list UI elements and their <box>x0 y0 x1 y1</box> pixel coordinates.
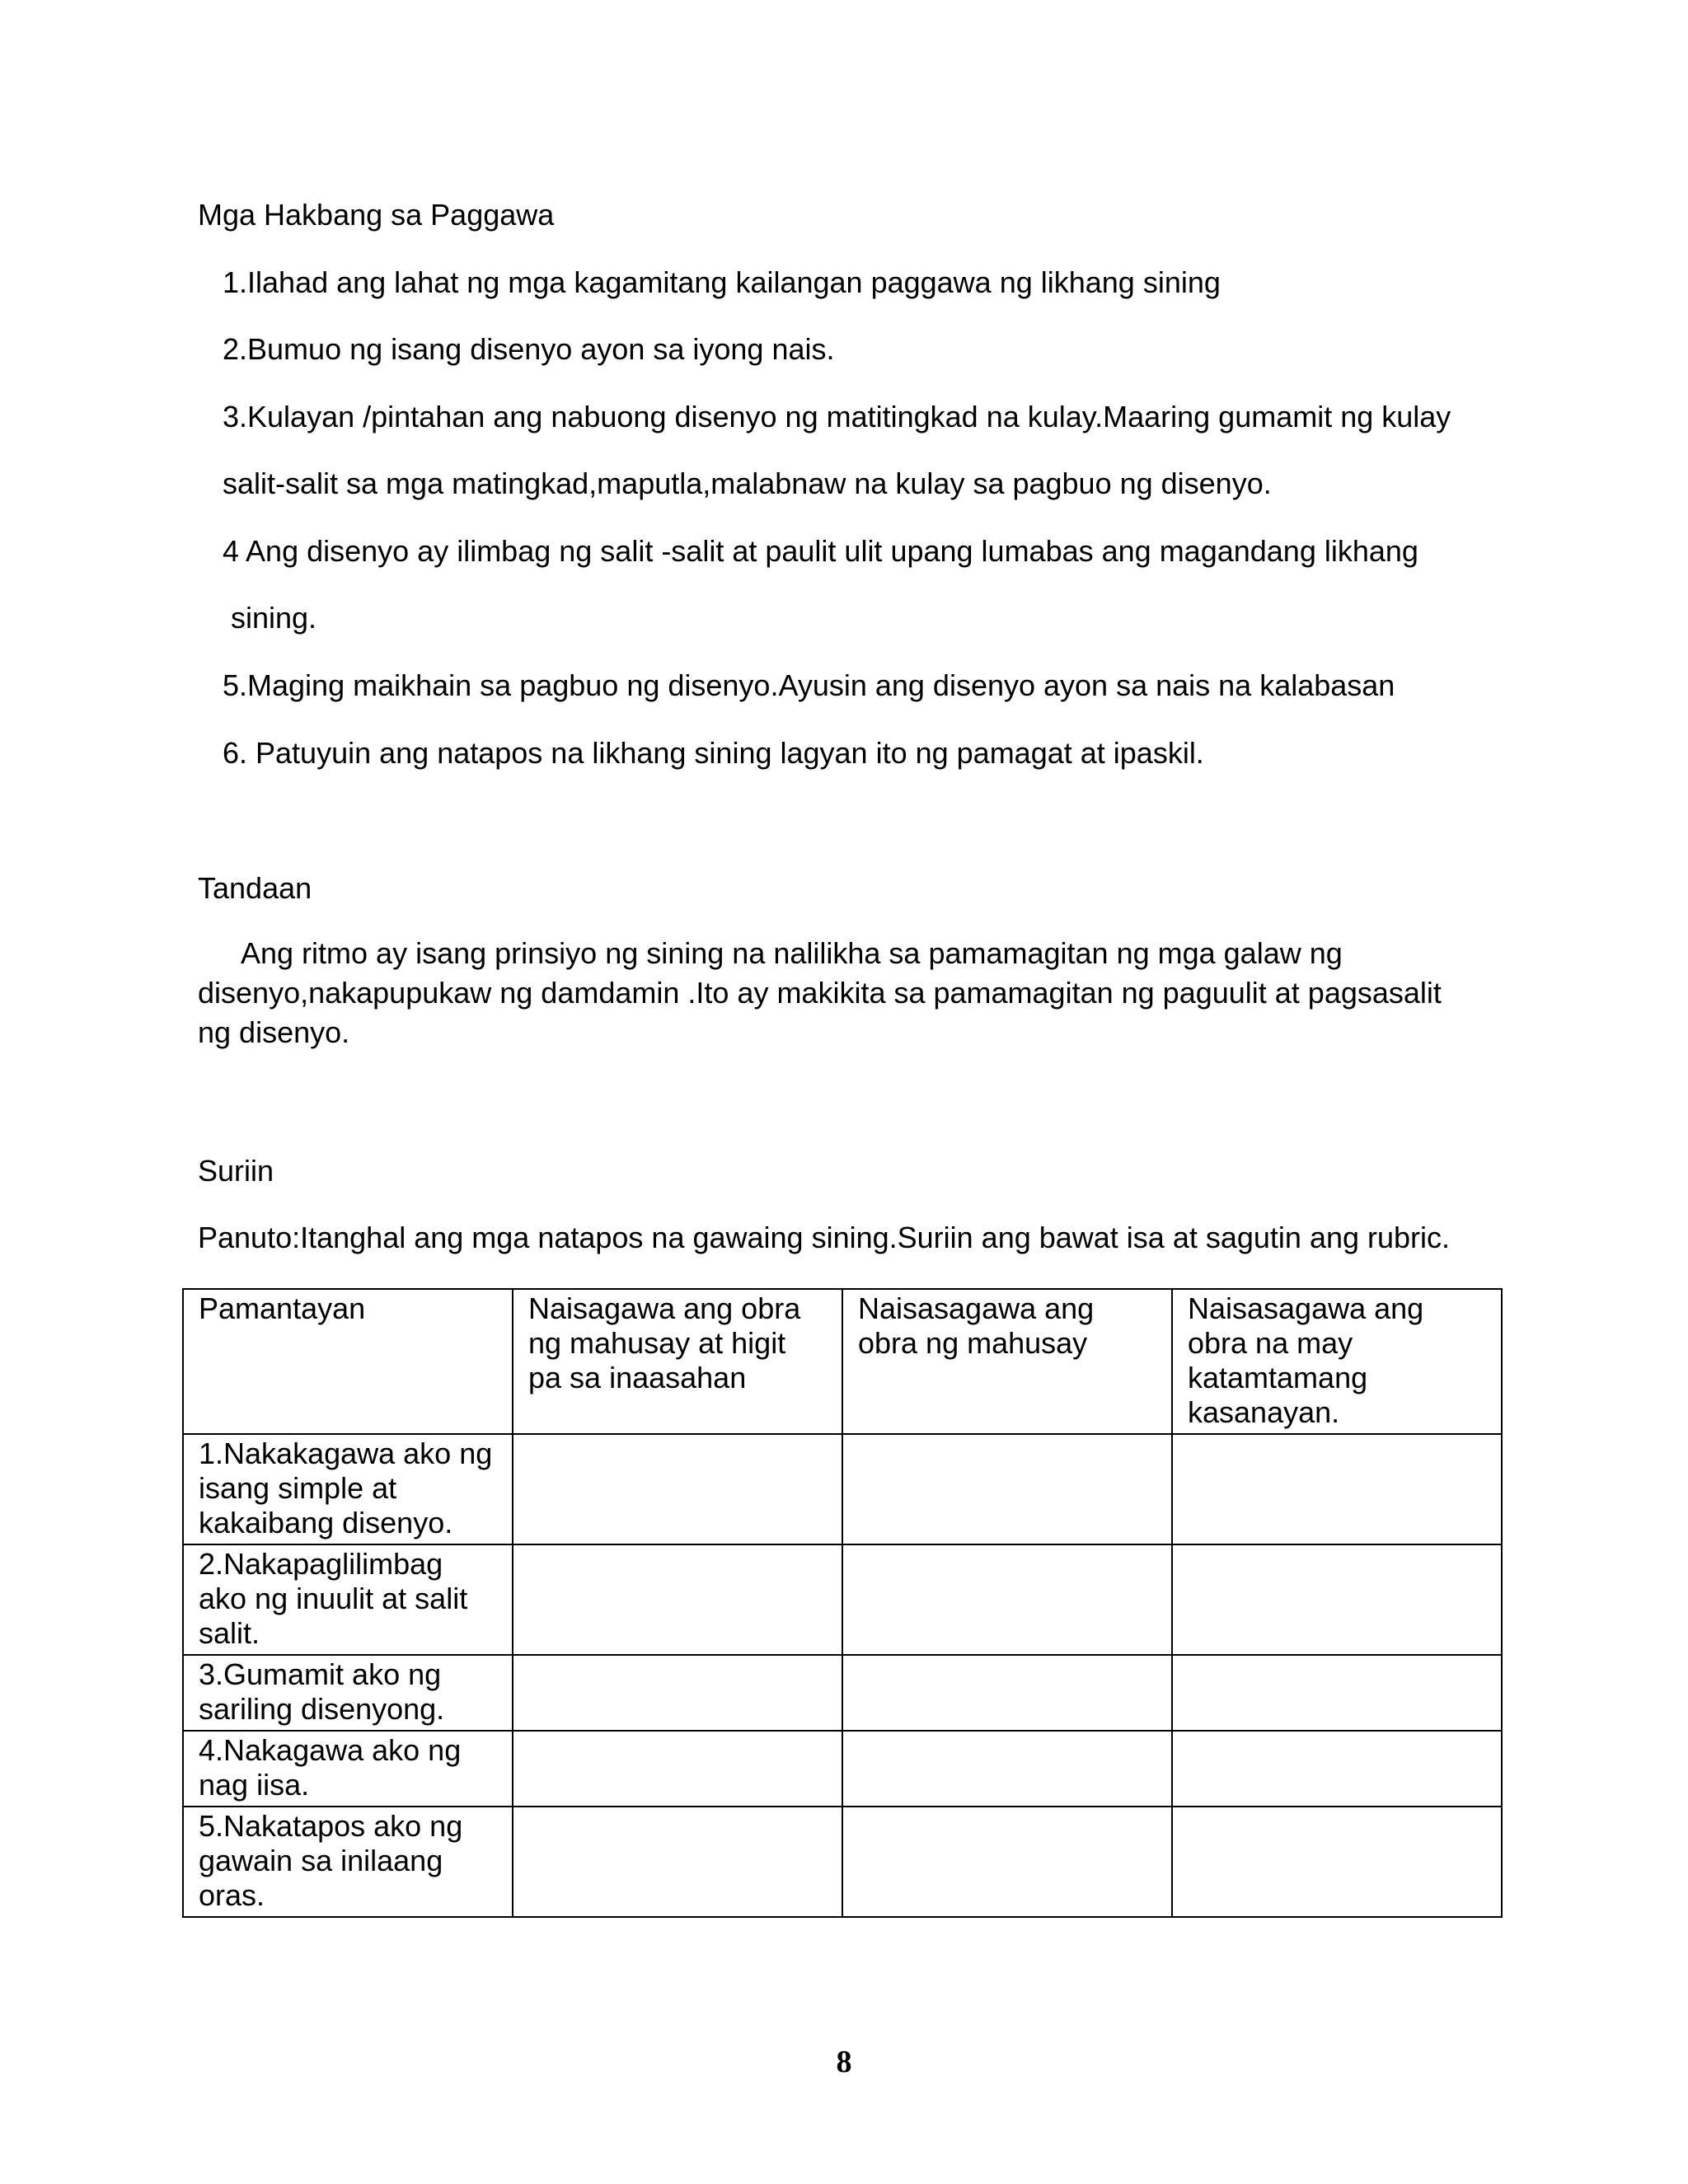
rubric-score-cell[interactable] <box>842 1731 1172 1807</box>
rubric-row <box>183 1434 1502 1544</box>
rubric-score-cell[interactable] <box>513 1434 842 1544</box>
rubric-row <box>183 1655 1502 1731</box>
rubric-table <box>182 1288 1503 1918</box>
rubric-header-cell: Naisasagawa ang obra ng mahusay <box>842 1289 1172 1434</box>
step-line-5: 5.Maging maikhain sa pagbuo ng disenyo.Ayusin ang disenyo ayon sa nais na kalabasan <box>223 668 1395 702</box>
rubric-header-row <box>183 1289 1502 1434</box>
page-number: 8 <box>836 2045 852 2079</box>
rubric-score-cell[interactable] <box>842 1655 1172 1731</box>
rubric-criterion-cell: 1.Nakakagawa ako ng isang simple at kakaibang disenyo. <box>183 1434 513 1544</box>
rubric-header-cell: Pamantayan <box>183 1289 513 1434</box>
rubric-criterion-cell: 2.Nakapaglilimbag ako ng inuulit at salit salit. <box>183 1544 513 1655</box>
rubric-score-cell[interactable] <box>1172 1807 1502 1917</box>
steps-heading: Mga Hakbang sa Paggawa <box>198 198 555 232</box>
step-line-2: 2.Bumuo ng isang disenyo ayon sa iyong nais. <box>223 332 835 366</box>
tandaan-line-3: ng disenyo. <box>198 1015 350 1049</box>
rubric-score-cell[interactable] <box>1172 1655 1502 1731</box>
step-line-1: 1.Ilahad ang lahat ng mga kagamitang kailangan paggawa ng likhang sining <box>223 265 1221 299</box>
rubric-score-cell[interactable] <box>1172 1731 1502 1807</box>
tandaan-heading: Tandaan <box>198 871 312 905</box>
rubric-criterion-cell: 4.Nakagawa ako ng nag iisa. <box>183 1731 513 1807</box>
rubric-row <box>183 1807 1502 1917</box>
rubric-score-cell[interactable] <box>842 1807 1172 1917</box>
rubric-score-cell[interactable] <box>842 1544 1172 1655</box>
step-line-6: 6. Patuyuin ang natapos na likhang sining lagyan ito ng pamagat at ipaskil. <box>223 736 1204 770</box>
rubric-row <box>183 1731 1502 1807</box>
rubric-score-cell[interactable] <box>513 1655 842 1731</box>
rubric-row <box>183 1544 1502 1655</box>
tandaan-line-1: Ang ritmo ay isang prinsiyo ng sining na nalilikha sa pamamagitan ng mga galaw ng <box>241 936 1343 970</box>
rubric-score-cell[interactable] <box>1172 1434 1502 1544</box>
suriin-instruction: Panuto:Itanghal ang mga natapos na gawaing sining.Suriin ang bawat isa at sagutin ang rubric. <box>198 1221 1451 1254</box>
rubric-score-cell[interactable] <box>513 1544 842 1655</box>
rubric-score-cell[interactable] <box>513 1731 842 1807</box>
rubric-score-cell[interactable] <box>842 1434 1172 1544</box>
rubric-score-cell[interactable] <box>513 1807 842 1917</box>
tandaan-paragraph <box>198 934 1484 1052</box>
rubric-header-cell: Naisasagawa ang obra na may katamtamang kasanayan. <box>1172 1289 1502 1434</box>
step-line-3-cont: salit-salit sa mga matingkad,maputla,malabnaw na kulay sa pagbuo ng disenyo. <box>223 466 1272 500</box>
rubric-header-cell: Naisagawa ang obra ng mahusay at higit pa sa inaasahan <box>513 1289 842 1434</box>
rubric-criterion-cell: 3.Gumamit ako ng sariling disenyong. <box>183 1655 513 1731</box>
tandaan-line-2: disenyo,nakapupukaw ng damdamin .Ito ay makikita sa pamamagitan ng paguulit at pagsasalit <box>198 976 1442 1010</box>
step-line-3: 3.Kulayan /pintahan ang nabuong disenyo ng matitingkad na kulay.Maaring gumamit ng kulay <box>223 400 1451 434</box>
step-line-4-cont: sining. <box>231 601 317 635</box>
step-line-4: 4 Ang disenyo ay ilimbag ng salit -salit at paulit ulit upang lumabas ang magandang likhang <box>223 534 1418 568</box>
rubric-criterion-cell: 5.Nakatapos ako ng gawain sa inilaang oras. <box>183 1807 513 1917</box>
rubric-score-cell[interactable] <box>1172 1544 1502 1655</box>
suriin-heading: Suriin <box>198 1154 274 1188</box>
